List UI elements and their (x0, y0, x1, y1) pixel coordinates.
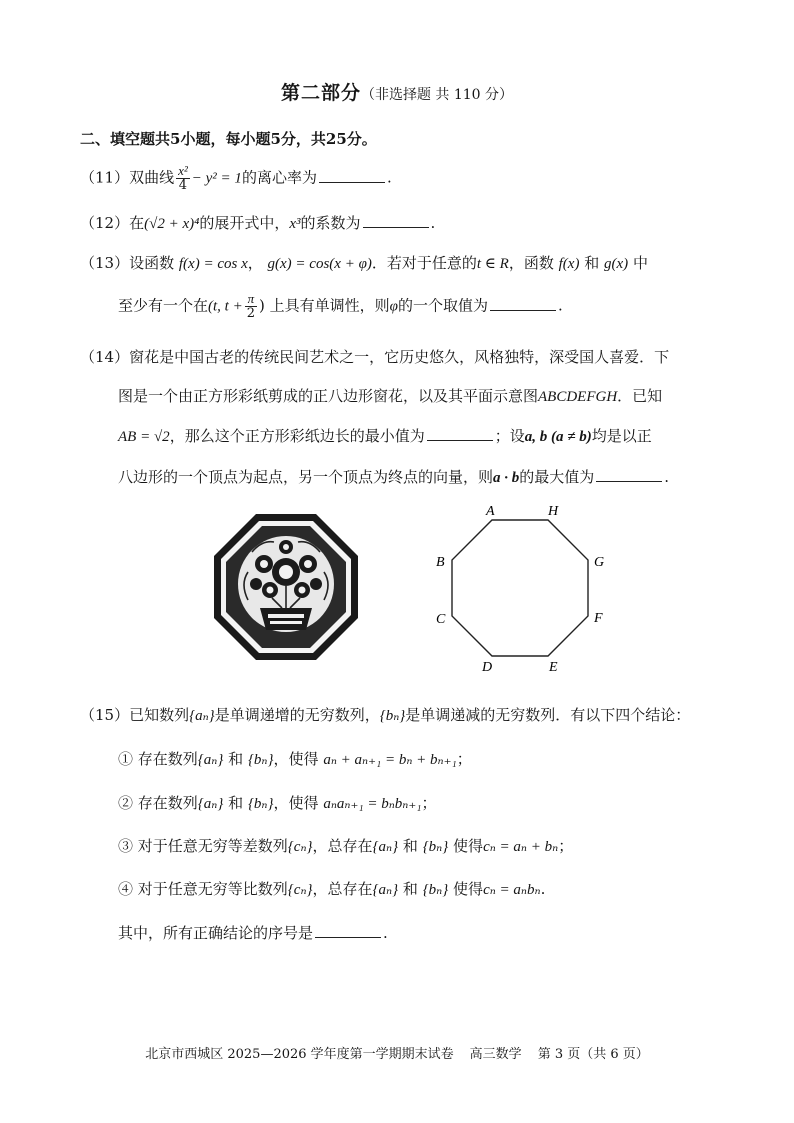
question-number: （13） (80, 254, 130, 272)
c3-end: ； (558, 837, 574, 855)
sequence-b: {bₙ} (247, 796, 274, 812)
q12-text-3: 的系数为 (300, 214, 361, 232)
footer-page-number: 第 3 页（共 6 页） (537, 1047, 649, 1062)
conclusion-3 (118, 835, 573, 856)
question-14-line-1 (80, 346, 669, 367)
c4-text-3: 使得 (453, 880, 484, 898)
q12-variable: x³ (289, 216, 301, 232)
q15-end: . (383, 924, 388, 942)
c3-text: ③ 对于任意无穷等差数列 (118, 837, 288, 855)
c3-equation: cₙ = aₙ + bₙ (483, 839, 559, 855)
question-13-line-1 (80, 252, 648, 273)
sequence-b: {bₙ} (379, 708, 406, 724)
fraction-denominator: 2 (246, 306, 255, 321)
q12-expression: (√2 + x)⁴ (144, 216, 200, 232)
sequence-a: {aₙ} (372, 882, 399, 898)
question-number: （11） (80, 168, 130, 187)
q12-text: 在 (129, 214, 145, 232)
q12-end: . (430, 214, 436, 232)
question-number: （15） (80, 706, 130, 724)
question-14-line-3 (118, 425, 652, 446)
c3-and: 和 (402, 837, 418, 855)
c1-text: ① 存在数列 (118, 750, 198, 768)
footer-subject: 高三数学 (469, 1047, 522, 1062)
footer-school: 北京市西城区 2025—2026 学年度第一学期期末试卷 (145, 1047, 454, 1062)
c3-text-3: 使得 (453, 837, 484, 855)
sequence-a: {aₙ} (197, 796, 224, 812)
c1-text-2: ，使得 (273, 750, 319, 768)
question-number: （12） (80, 214, 130, 232)
q13-text-7: 的一个取值为 (397, 296, 488, 315)
fraction-numerator: x² (178, 163, 188, 178)
c2-text: ② 存在数列 (118, 794, 198, 812)
q13-and: 和 (584, 254, 600, 272)
q13-end: . (557, 296, 563, 315)
sequence-b: {bₙ} (422, 839, 449, 855)
conclusion-1 (118, 748, 472, 769)
fraction-denominator: 4 (178, 178, 188, 193)
q13-gx: g(x) (604, 256, 629, 272)
q13-text: 设函数 (129, 254, 175, 272)
q14-ab-length: AB = √2 (118, 429, 170, 445)
c4-text: ④ 对于任意无穷等比数列 (118, 880, 288, 898)
q14-text-4: ，那么这个正方形彩纸边长的最小值为 (169, 427, 425, 445)
q13-t-in-r: t ∈ R (476, 256, 509, 272)
q15-text-2: 是单调递增的无穷数列， (214, 706, 380, 724)
q15-final (118, 922, 388, 943)
q14-text-2: 图是一个由正方形彩纸剪成的正八边形窗花，以及其平面示意图 (118, 387, 539, 405)
answer-blank[interactable] (490, 298, 556, 311)
q11-text: 双曲线 (129, 168, 175, 187)
q13-text-2: ．若对于任意的 (371, 254, 477, 272)
q13-f-definition: f(x) = cos x (178, 256, 248, 272)
question-13-line-2 (118, 292, 563, 321)
q11-fraction (176, 164, 190, 193)
sequence-a: {aₙ} (189, 708, 215, 724)
vertex-label-g: G (594, 555, 605, 570)
q14-text-7: 八边形的一个顶点为起点，另一个顶点为终点的向量，则 (118, 468, 494, 486)
paper-cut-window-flower-image (212, 512, 360, 662)
c4-end: . (540, 880, 546, 898)
q13-g-definition: g(x) = cos(x + φ) (267, 256, 372, 272)
c1-and: 和 (228, 750, 244, 768)
question-14-line-2 (118, 385, 662, 406)
answer-blank[interactable] (427, 428, 493, 441)
sequence-a: {aₙ} (372, 839, 399, 855)
title-text: 第二部分 (280, 82, 361, 104)
c4-text-2: ，总存在 (312, 880, 373, 898)
section-heading: 二、填空题共5小题，每小题5分，共25分。 (80, 130, 377, 148)
q13-interval-start: (t, t + (208, 298, 243, 315)
q13-phi: φ (389, 298, 398, 315)
q14-polygon-name: ABCDEFGH (538, 389, 618, 405)
q13-text-6: 上具有单调性，则 (269, 296, 390, 315)
page-title (0, 78, 794, 105)
q14-text-6: 均是以正 (591, 427, 652, 445)
vertex-label-e: E (549, 660, 558, 675)
q13-pi-fraction (245, 292, 257, 321)
q14-dot-product: a · b (493, 470, 520, 486)
q14-end: . (664, 468, 670, 486)
question-11 (80, 164, 392, 193)
page-footer (0, 1043, 794, 1062)
q13-comma: ， (247, 254, 263, 272)
q14-text: 窗花是中国古老的传统民间艺术之一，它历史悠久，风格独特，深受国人喜爱．下 (129, 348, 670, 366)
q15-text-3: 是单调递减的无穷数列．有以下四个结论： (405, 706, 691, 724)
vertex-label-d: D (482, 660, 493, 675)
sequence-b: {bₙ} (247, 752, 274, 768)
sequence-c: {cₙ} (287, 839, 313, 855)
vertex-label-b: B (436, 555, 445, 570)
q13-text-3: ，函数 (508, 254, 554, 272)
q14-vectors: a, b (a ≠ b) (524, 429, 592, 445)
c1-equation: aₙ + aₙ₊₁ = bₙ + bₙ₊₁ (323, 752, 457, 768)
c2-text-2: ，使得 (273, 794, 319, 812)
c1-end: ； (456, 750, 472, 768)
c2-and: 和 (228, 794, 244, 812)
c3-text-2: ，总存在 (312, 837, 373, 855)
q14-text-5: ；设 (494, 427, 525, 445)
c4-and: 和 (402, 880, 418, 898)
q11-end: . (386, 168, 392, 187)
q13-text-4: 中 (632, 254, 648, 272)
question-14-line-4 (118, 466, 669, 487)
title-subtitle: （非选择题 共 110 分） (360, 87, 514, 103)
q13-text-5: 至少有一个在 (118, 296, 209, 315)
question-12 (80, 212, 435, 233)
conclusion-4 (118, 878, 545, 899)
vertex-label-h: H (548, 504, 559, 519)
vertex-label-f: F (594, 611, 603, 626)
octagon-diagram (428, 500, 612, 680)
vertex-label-a: A (486, 504, 495, 519)
vertex-label-c: C (436, 612, 446, 627)
question-number: （14） (80, 348, 130, 366)
q14-text-3: ．已知 (617, 387, 663, 405)
q14-text-8: 的最大值为 (519, 468, 595, 486)
conclusion-2 (118, 792, 437, 813)
sequence-b: {bₙ} (422, 882, 449, 898)
sequence-a: {aₙ} (197, 752, 224, 768)
q13-fx: f(x) (558, 256, 580, 272)
c2-end: ； (421, 794, 437, 812)
answer-blank[interactable] (363, 215, 429, 228)
q12-text-2: 的展开式中， (199, 214, 290, 232)
answer-blank[interactable] (596, 469, 662, 482)
answer-blank[interactable] (315, 925, 381, 938)
regular-octagon (452, 520, 588, 656)
q11-text-2: 的离心率为 (241, 168, 317, 187)
c2-equation: aₙaₙ₊₁ = bₙbₙ₊₁ (323, 796, 422, 812)
q15-text: 已知数列 (129, 706, 190, 724)
q13-interval-end: ) (259, 296, 265, 315)
question-15-intro (80, 704, 690, 725)
sequence-c: {cₙ} (287, 882, 313, 898)
q11-equation: − y² = 1 (191, 170, 242, 187)
fraction-numerator: π (245, 292, 257, 307)
q15-final-text: 其中，所有正确结论的序号是 (118, 924, 314, 942)
c4-equation: cₙ = aₙbₙ (483, 882, 541, 898)
answer-blank[interactable] (319, 170, 385, 183)
